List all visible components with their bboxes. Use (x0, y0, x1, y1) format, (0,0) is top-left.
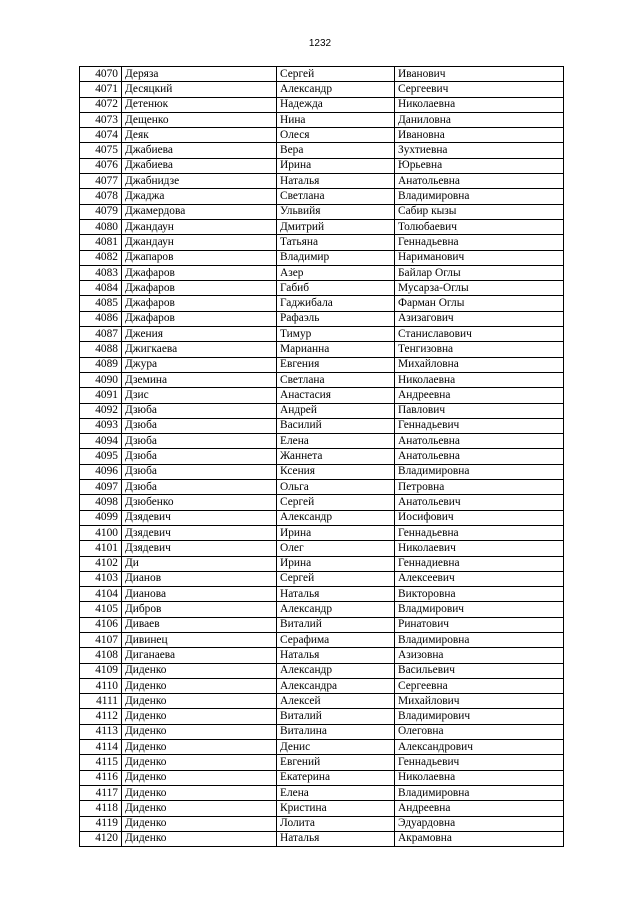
surname-cell: Дещенко (122, 112, 277, 127)
patronymic-cell: Владимировна (395, 189, 564, 204)
row-number-cell: 4120 (80, 831, 122, 846)
table-row (80, 311, 564, 326)
table-row (80, 632, 564, 647)
first-name-cell: Олеся (277, 128, 395, 143)
table-row (80, 556, 564, 571)
first-name-cell: Ирина (277, 525, 395, 540)
patronymic-cell: Владимирович (395, 709, 564, 724)
row-number-cell: 4110 (80, 678, 122, 693)
first-name-cell: Виталина (277, 724, 395, 739)
first-name-cell: Ольга (277, 480, 395, 495)
table-row (80, 541, 564, 556)
row-number-cell: 4117 (80, 785, 122, 800)
surname-cell: Джения (122, 327, 277, 342)
surname-cell: Диденко (122, 709, 277, 724)
row-number-cell: 4111 (80, 694, 122, 709)
row-number-cell: 4086 (80, 311, 122, 326)
table-row (80, 128, 564, 143)
table-row (80, 816, 564, 831)
table-row (80, 449, 564, 464)
surname-cell: Джура (122, 357, 277, 372)
patronymic-cell: Михайлович (395, 694, 564, 709)
row-number-cell: 4100 (80, 525, 122, 540)
patronymic-cell: Петровна (395, 480, 564, 495)
row-number-cell: 4070 (80, 67, 122, 82)
patronymic-cell: Тенгизовна (395, 342, 564, 357)
first-name-cell: Жаннета (277, 449, 395, 464)
surname-cell: Дзюба (122, 449, 277, 464)
surname-cell: Дианова (122, 587, 277, 602)
surname-cell: Дивинец (122, 632, 277, 647)
surname-cell: Десяцкий (122, 82, 277, 97)
surname-cell: Джафаров (122, 311, 277, 326)
table-row (80, 388, 564, 403)
surname-cell: Джабиева (122, 158, 277, 173)
first-name-cell: Вера (277, 143, 395, 158)
table-row (80, 694, 564, 709)
row-number-cell: 4083 (80, 265, 122, 280)
row-number-cell: 4078 (80, 189, 122, 204)
patronymic-cell: Владимировна (395, 785, 564, 800)
first-name-cell: Ирина (277, 158, 395, 173)
row-number-cell: 4098 (80, 495, 122, 510)
surname-cell: Детенюк (122, 97, 277, 112)
table-row (80, 587, 564, 602)
patronymic-cell: Азизагович (395, 311, 564, 326)
table-row (80, 327, 564, 342)
row-number-cell: 4076 (80, 158, 122, 173)
row-number-cell: 4108 (80, 648, 122, 663)
patronymic-cell: Васильевич (395, 663, 564, 678)
table-row (80, 219, 564, 234)
table-row (80, 265, 564, 280)
surname-cell: Диденко (122, 755, 277, 770)
first-name-cell: Наталья (277, 174, 395, 189)
surname-cell: Дзюба (122, 480, 277, 495)
first-name-cell: Владимир (277, 250, 395, 265)
patronymic-cell: Толюбаевич (395, 219, 564, 234)
row-number-cell: 4093 (80, 418, 122, 433)
patronymic-cell: Николаевна (395, 97, 564, 112)
first-name-cell: Ульвийя (277, 204, 395, 219)
row-number-cell: 4114 (80, 740, 122, 755)
surname-cell: Диденко (122, 724, 277, 739)
surname-cell: Деряза (122, 67, 277, 82)
surname-cell: Дзюба (122, 403, 277, 418)
surname-cell: Дзядевич (122, 541, 277, 556)
patronymic-cell: Даниловна (395, 112, 564, 127)
roster-table-body (80, 67, 564, 847)
table-row (80, 785, 564, 800)
patronymic-cell: Олеговна (395, 724, 564, 739)
surname-cell: Диденко (122, 801, 277, 816)
table-row (80, 67, 564, 82)
first-name-cell: Рафаэль (277, 311, 395, 326)
first-name-cell: Виталий (277, 617, 395, 632)
patronymic-cell: Анатольевна (395, 174, 564, 189)
row-number-cell: 4112 (80, 709, 122, 724)
row-number-cell: 4074 (80, 128, 122, 143)
surname-cell: Джигкаева (122, 342, 277, 357)
table-row (80, 281, 564, 296)
row-number-cell: 4075 (80, 143, 122, 158)
surname-cell: Дзюбенко (122, 495, 277, 510)
surname-cell: Дзядевич (122, 510, 277, 525)
row-number-cell: 4107 (80, 632, 122, 647)
row-number-cell: 4087 (80, 327, 122, 342)
patronymic-cell: Николаевна (395, 372, 564, 387)
row-number-cell: 4109 (80, 663, 122, 678)
patronymic-cell: Юрьевна (395, 158, 564, 173)
first-name-cell: Евгений (277, 755, 395, 770)
table-row (80, 648, 564, 663)
row-number-cell: 4118 (80, 801, 122, 816)
row-number-cell: 4099 (80, 510, 122, 525)
patronymic-cell: Алексеевич (395, 571, 564, 586)
surname-cell: Джафаров (122, 296, 277, 311)
table-row (80, 204, 564, 219)
table-row (80, 663, 564, 678)
surname-cell: Джандаун (122, 235, 277, 250)
first-name-cell: Сергей (277, 67, 395, 82)
surname-cell: Дзис (122, 388, 277, 403)
surname-cell: Джабиева (122, 143, 277, 158)
row-number-cell: 4071 (80, 82, 122, 97)
row-number-cell: 4081 (80, 235, 122, 250)
first-name-cell: Екатерина (277, 770, 395, 785)
table-row (80, 112, 564, 127)
patronymic-cell: Владимировна (395, 632, 564, 647)
patronymic-cell: Александрович (395, 740, 564, 755)
first-name-cell: Андрей (277, 403, 395, 418)
first-name-cell: Александр (277, 82, 395, 97)
first-name-cell: Серафима (277, 632, 395, 647)
table-row (80, 189, 564, 204)
first-name-cell: Кристина (277, 801, 395, 816)
patronymic-cell: Иванович (395, 67, 564, 82)
first-name-cell: Азер (277, 265, 395, 280)
first-name-cell: Ксения (277, 464, 395, 479)
surname-cell: Диденко (122, 831, 277, 846)
surname-cell: Джамердова (122, 204, 277, 219)
first-name-cell: Сергей (277, 571, 395, 586)
table-row (80, 571, 564, 586)
row-number-cell: 4092 (80, 403, 122, 418)
row-number-cell: 4116 (80, 770, 122, 785)
table-row (80, 250, 564, 265)
surname-cell: Диганаева (122, 648, 277, 663)
row-number-cell: 4082 (80, 250, 122, 265)
patronymic-cell: Акрамовна (395, 831, 564, 846)
patronymic-cell: Сергеевич (395, 82, 564, 97)
first-name-cell: Александр (277, 510, 395, 525)
row-number-cell: 4115 (80, 755, 122, 770)
first-name-cell: Ирина (277, 556, 395, 571)
first-name-cell: Олег (277, 541, 395, 556)
first-name-cell: Алексей (277, 694, 395, 709)
patronymic-cell: Азизовна (395, 648, 564, 663)
table-row (80, 770, 564, 785)
table-row (80, 143, 564, 158)
first-name-cell: Нина (277, 112, 395, 127)
patronymic-cell: Анатольевич (395, 495, 564, 510)
surname-cell: Диваев (122, 617, 277, 632)
table-row (80, 357, 564, 372)
surname-cell: Джабнидзе (122, 174, 277, 189)
first-name-cell: Виталий (277, 709, 395, 724)
patronymic-cell: Фарман Оглы (395, 296, 564, 311)
row-number-cell: 4077 (80, 174, 122, 189)
first-name-cell: Евгения (277, 357, 395, 372)
table-row (80, 617, 564, 632)
table-row (80, 755, 564, 770)
first-name-cell: Елена (277, 434, 395, 449)
table-row (80, 831, 564, 846)
table-row (80, 158, 564, 173)
table-row (80, 372, 564, 387)
first-name-cell: Елена (277, 785, 395, 800)
table-row (80, 525, 564, 540)
surname-cell: Диденко (122, 816, 277, 831)
first-name-cell: Татьяна (277, 235, 395, 250)
patronymic-cell: Иосифович (395, 510, 564, 525)
surname-cell: Дзядевич (122, 525, 277, 540)
patronymic-cell: Ринатович (395, 617, 564, 632)
table-row (80, 82, 564, 97)
first-name-cell: Светлана (277, 189, 395, 204)
table-row (80, 434, 564, 449)
patronymic-cell: Ивановна (395, 128, 564, 143)
page-number: 1232 (308, 38, 332, 49)
first-name-cell: Лолита (277, 816, 395, 831)
patronymic-cell: Геннадиевна (395, 556, 564, 571)
patronymic-cell: Андреевна (395, 801, 564, 816)
row-number-cell: 4072 (80, 97, 122, 112)
surname-cell: Дзюба (122, 418, 277, 433)
patronymic-cell: Анатольевна (395, 434, 564, 449)
patronymic-cell: Геннадьевич (395, 418, 564, 433)
surname-cell: Джафаров (122, 265, 277, 280)
patronymic-cell: Мусарза-Оглы (395, 281, 564, 296)
patronymic-cell: Геннадьевна (395, 235, 564, 250)
table-row (80, 724, 564, 739)
first-name-cell: Дмитрий (277, 219, 395, 234)
first-name-cell: Тимур (277, 327, 395, 342)
patronymic-cell: Станиславович (395, 327, 564, 342)
table-row (80, 403, 564, 418)
row-number-cell: 4102 (80, 556, 122, 571)
surname-cell: Диденко (122, 663, 277, 678)
row-number-cell: 4119 (80, 816, 122, 831)
table-row (80, 296, 564, 311)
table-row (80, 480, 564, 495)
patronymic-cell: Байлар Оглы (395, 265, 564, 280)
surname-cell: Диденко (122, 678, 277, 693)
row-number-cell: 4103 (80, 571, 122, 586)
first-name-cell: Денис (277, 740, 395, 755)
row-number-cell: 4089 (80, 357, 122, 372)
first-name-cell: Сергей (277, 495, 395, 510)
patronymic-cell: Владимировна (395, 464, 564, 479)
row-number-cell: 4084 (80, 281, 122, 296)
surname-cell: Джапаров (122, 250, 277, 265)
table-row (80, 510, 564, 525)
patronymic-cell: Владмирович (395, 602, 564, 617)
first-name-cell: Александра (277, 678, 395, 693)
row-number-cell: 4104 (80, 587, 122, 602)
row-number-cell: 4088 (80, 342, 122, 357)
table-row (80, 740, 564, 755)
surname-cell: Джафаров (122, 281, 277, 296)
surname-cell: Дзюба (122, 434, 277, 449)
patronymic-cell: Николаевич (395, 541, 564, 556)
table-row (80, 678, 564, 693)
patronymic-cell: Геннадьевна (395, 525, 564, 540)
first-name-cell: Светлана (277, 372, 395, 387)
table-row (80, 495, 564, 510)
patronymic-cell: Николаевна (395, 770, 564, 785)
table-row (80, 235, 564, 250)
surname-cell: Ди (122, 556, 277, 571)
surname-cell: Диденко (122, 694, 277, 709)
first-name-cell: Гаджибала (277, 296, 395, 311)
table-row (80, 464, 564, 479)
row-number-cell: 4094 (80, 434, 122, 449)
row-number-cell: 4079 (80, 204, 122, 219)
row-number-cell: 4085 (80, 296, 122, 311)
surname-cell: Дзюба (122, 464, 277, 479)
patronymic-cell: Андреевна (395, 388, 564, 403)
first-name-cell: Габиб (277, 281, 395, 296)
surname-cell: Деяк (122, 128, 277, 143)
row-number-cell: 4113 (80, 724, 122, 739)
surname-cell: Диденко (122, 785, 277, 800)
roster-table (79, 66, 564, 847)
surname-cell: Диденко (122, 740, 277, 755)
patronymic-cell: Нариманович (395, 250, 564, 265)
table-row (80, 801, 564, 816)
patronymic-cell: Анатольевна (395, 449, 564, 464)
surname-cell: Диденко (122, 770, 277, 785)
first-name-cell: Василий (277, 418, 395, 433)
surname-cell: Дземина (122, 372, 277, 387)
patronymic-cell: Зухтиевна (395, 143, 564, 158)
table-row (80, 709, 564, 724)
table-row (80, 174, 564, 189)
table-row (80, 602, 564, 617)
row-number-cell: 4090 (80, 372, 122, 387)
row-number-cell: 4096 (80, 464, 122, 479)
row-number-cell: 4101 (80, 541, 122, 556)
patronymic-cell: Геннадьевич (395, 755, 564, 770)
row-number-cell: 4106 (80, 617, 122, 632)
first-name-cell: Наталья (277, 587, 395, 602)
patronymic-cell: Павлович (395, 403, 564, 418)
table-row (80, 97, 564, 112)
row-number-cell: 4105 (80, 602, 122, 617)
patronymic-cell: Викторовна (395, 587, 564, 602)
row-number-cell: 4097 (80, 480, 122, 495)
table-row (80, 342, 564, 357)
surname-cell: Дианов (122, 571, 277, 586)
patronymic-cell: Сабир кызы (395, 204, 564, 219)
surname-cell: Джаджа (122, 189, 277, 204)
first-name-cell: Наталья (277, 831, 395, 846)
row-number-cell: 4080 (80, 219, 122, 234)
first-name-cell: Марианна (277, 342, 395, 357)
surname-cell: Дибров (122, 602, 277, 617)
row-number-cell: 4095 (80, 449, 122, 464)
first-name-cell: Анастасия (277, 388, 395, 403)
row-number-cell: 4073 (80, 112, 122, 127)
row-number-cell: 4091 (80, 388, 122, 403)
first-name-cell: Александр (277, 602, 395, 617)
first-name-cell: Наталья (277, 648, 395, 663)
patronymic-cell: Михайловна (395, 357, 564, 372)
first-name-cell: Александр (277, 663, 395, 678)
patronymic-cell: Эдуардовна (395, 816, 564, 831)
surname-cell: Джандаун (122, 219, 277, 234)
table-row (80, 418, 564, 433)
first-name-cell: Надежда (277, 97, 395, 112)
patronymic-cell: Сергеевна (395, 678, 564, 693)
